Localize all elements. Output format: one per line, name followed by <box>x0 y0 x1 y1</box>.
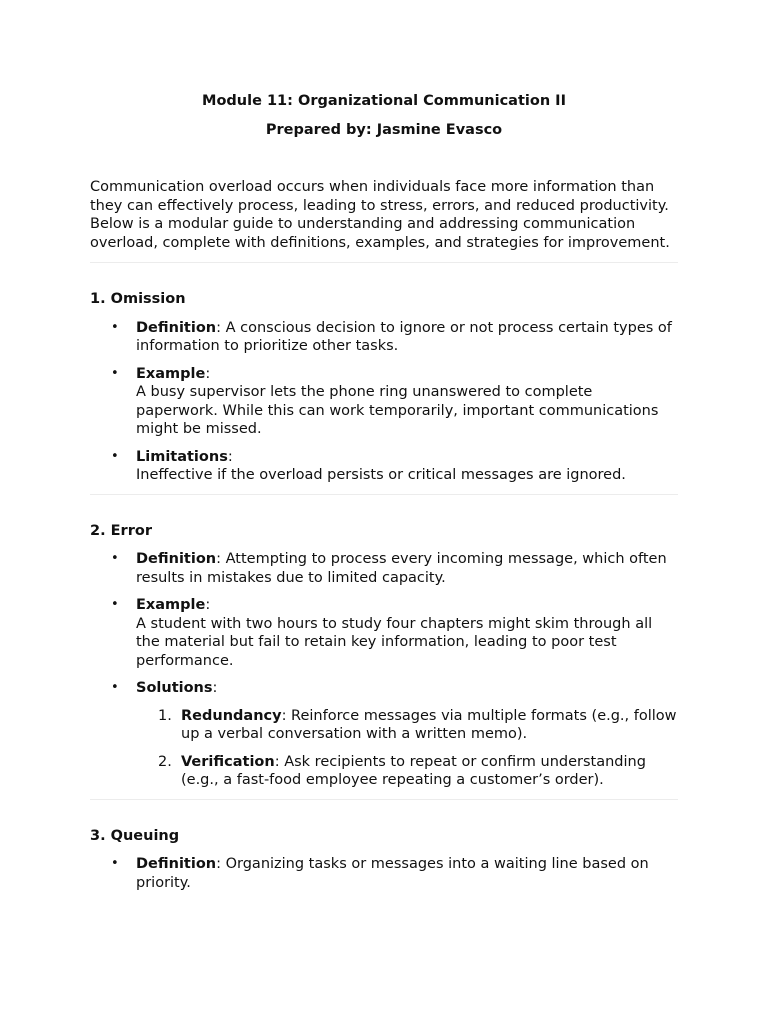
bullet-icon: • <box>111 365 119 381</box>
section-heading: 1. Omission <box>90 291 186 307</box>
bullet-list <box>90 319 678 485</box>
intro-paragraph: Communication overload occurs when individuals face more information than they can effectively process, leading to stress, errors, and reduced productivity. Below is a modular guide to understanding and addressing communication overload, complete with definitions, examples, and strategies for improvement. <box>90 179 670 251</box>
item-text: A busy supervisor lets the phone ring unanswered to complete paperwork. While this can work temporarily, important communications might be missed. <box>136 384 659 437</box>
item-text: A student with two hours to study four chapters might skim through all the material but fail to retain key information, leading to poor test performance. <box>136 615 653 669</box>
term-label: Redundancy <box>181 707 282 724</box>
term-label: Limitations <box>136 448 228 465</box>
term-label: Definition <box>136 551 217 567</box>
term-separator: : <box>205 597 211 613</box>
section-error <box>90 522 678 790</box>
list-item <box>90 319 678 356</box>
list-item <box>90 365 678 439</box>
term-label: Verification <box>181 753 275 770</box>
list-item <box>90 855 678 892</box>
section-divider <box>90 262 678 263</box>
bullet-icon: • <box>111 551 119 566</box>
section-heading: 3. Queuing <box>90 827 180 844</box>
bullet-icon: • <box>111 597 119 612</box>
document-subtitle: Prepared by: Jasmine Evasco <box>265 122 503 138</box>
bullet-list <box>90 855 678 892</box>
bullet-icon: • <box>111 319 119 335</box>
bullet-icon: • <box>111 448 119 464</box>
term-label: Definition <box>136 319 217 336</box>
document-title: Module 11: Organizational Communication II <box>202 93 566 109</box>
term-label: Definition <box>136 856 217 872</box>
item-number: 1. <box>158 707 172 724</box>
section-heading: 2. Error <box>90 522 152 539</box>
term-separator: : <box>216 856 221 872</box>
numbered-item <box>136 753 678 790</box>
item-text: Ineffective if the overload persists or critical messages are ignored. <box>136 467 626 483</box>
list-item <box>90 448 678 485</box>
bullet-icon: • <box>111 680 119 695</box>
term-separator: : <box>216 551 221 567</box>
term-label: Solutions <box>136 680 213 696</box>
bullet-icon: • <box>111 856 119 871</box>
section-divider <box>90 799 678 800</box>
section-omission <box>90 290 678 485</box>
numbered-item <box>136 707 678 744</box>
list-item <box>90 550 678 587</box>
item-text: Attempting to process every incoming message, which often results in mistakes due to limited capacity. <box>136 551 667 586</box>
section-queuing <box>90 827 678 893</box>
bullet-list <box>90 550 678 790</box>
item-text: : Reinforce messages via multiple formats (e.g., follow up a verbal conversation with a written memo). <box>181 707 677 742</box>
list-item <box>90 679 678 790</box>
term-label: Example <box>136 597 206 613</box>
numbered-list <box>136 707 678 790</box>
term-separator: : <box>212 680 218 696</box>
item-number: 2. <box>158 753 172 770</box>
term-separator: : <box>205 365 211 382</box>
term-separator: : <box>227 448 233 465</box>
term-label: Example <box>136 365 206 382</box>
document-header <box>0 92 768 139</box>
term-separator: : <box>216 319 221 336</box>
item-text: Organizing tasks or messages into a waiting line based on priority. <box>136 856 649 891</box>
item-text: A conscious decision to ignore or not process certain types of information to prioritize other tasks. <box>136 319 672 354</box>
item-text: : Ask recipients to repeat or confirm understanding (e.g., a fast-food employee repeating a customer’s order). <box>181 753 646 788</box>
list-item <box>90 596 678 670</box>
section-divider <box>90 494 678 495</box>
document-body <box>90 178 678 901</box>
